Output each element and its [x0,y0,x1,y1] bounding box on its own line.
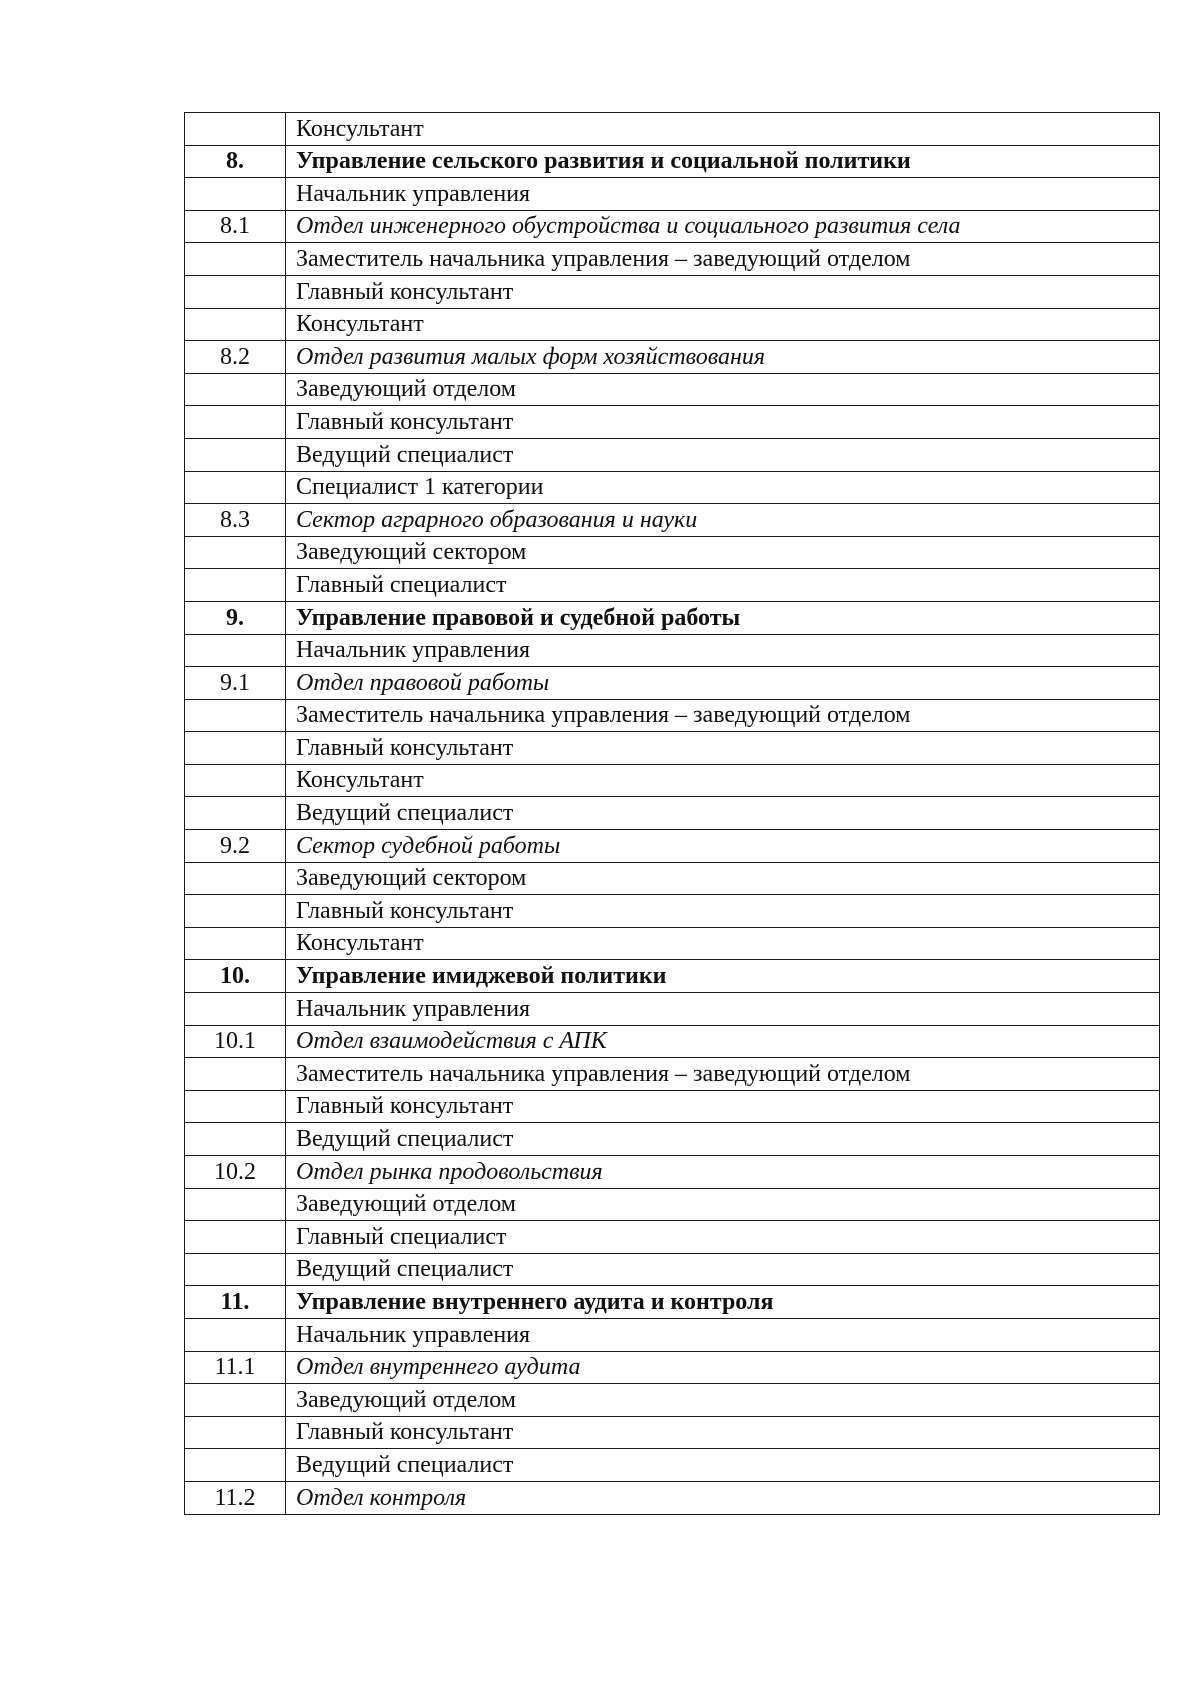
position-title-cell: Заместитель начальника управления – заведующий отделом [286,1058,1160,1091]
row-number-cell: 11. [185,1286,286,1319]
position-row [185,275,1160,308]
position-title-cell: Заместитель начальника управления – заведующий отделом [286,699,1160,732]
position-row [185,634,1160,667]
position-row [185,993,1160,1026]
row-number-cell [185,373,286,406]
position-title-cell: Заместитель начальника управления – заведующий отделом [286,243,1160,276]
position-title-cell: Главный консультант [286,1416,1160,1449]
position-title-cell: Главный консультант [286,1090,1160,1123]
department-row [185,504,1160,537]
row-number-cell [185,1449,286,1482]
row-number-cell [185,1058,286,1091]
row-number-cell [185,178,286,211]
department-name-cell: Отдел правовой работы [286,667,1160,700]
section-row [185,1286,1160,1319]
row-number-cell [185,1416,286,1449]
department-row [185,1481,1160,1514]
position-title-cell: Ведущий специалист [286,438,1160,471]
row-number-cell: 8.1 [185,210,286,243]
department-name-cell: Отдел контроля [286,1481,1160,1514]
department-name-cell: Отдел внутреннего аудита [286,1351,1160,1384]
position-title-cell: Главный специалист [286,569,1160,602]
position-title-cell: Консультант [286,308,1160,341]
department-row [185,830,1160,863]
row-number-cell [185,438,286,471]
position-row [185,1384,1160,1417]
position-row [185,1221,1160,1254]
position-title-cell: Ведущий специалист [286,1253,1160,1286]
position-title-cell: Заведующий сектором [286,536,1160,569]
row-number-cell [185,308,286,341]
position-title-cell: Главный консультант [286,895,1160,928]
row-number-cell [185,927,286,960]
row-number-cell: 9.2 [185,830,286,863]
department-name-cell: Отдел взаимодействия с АПК [286,1025,1160,1058]
department-row [185,341,1160,374]
position-title-cell: Консультант [286,927,1160,960]
position-title-cell: Главный консультант [286,275,1160,308]
position-row [185,699,1160,732]
section-title-cell: Управление сельского развития и социальной политики [286,145,1160,178]
position-row [185,1416,1160,1449]
position-title-cell: Начальник управления [286,1318,1160,1351]
department-name-cell: Отдел рынка продовольствия [286,1156,1160,1189]
position-title-cell: Начальник управления [286,178,1160,211]
position-row [185,113,1160,146]
position-title-cell: Ведущий специалист [286,1449,1160,1482]
row-number-cell [185,1090,286,1123]
row-number-cell [185,1318,286,1351]
row-number-cell [185,1253,286,1286]
section-title-cell: Управление внутреннего аудита и контроля [286,1286,1160,1319]
position-row [185,243,1160,276]
position-row [185,1253,1160,1286]
row-number-cell [185,993,286,1026]
row-number-cell [185,1384,286,1417]
row-number-cell: 11.1 [185,1351,286,1384]
row-number-cell [185,764,286,797]
department-row [185,210,1160,243]
row-number-cell: 8.2 [185,341,286,374]
position-title-cell: Главный консультант [286,732,1160,765]
position-title-cell: Начальник управления [286,993,1160,1026]
position-row [185,764,1160,797]
section-row [185,145,1160,178]
department-row [185,667,1160,700]
row-number-cell [185,471,286,504]
position-title-cell: Заведующий отделом [286,1188,1160,1221]
row-number-cell [185,1221,286,1254]
row-number-cell [185,797,286,830]
position-title-cell: Главный консультант [286,406,1160,439]
row-number-cell [185,275,286,308]
position-row [185,927,1160,960]
position-row [185,569,1160,602]
position-title-cell: Главный специалист [286,1221,1160,1254]
row-number-cell: 11.2 [185,1481,286,1514]
row-number-cell [185,634,286,667]
position-row [185,1090,1160,1123]
position-row [185,178,1160,211]
position-row [185,895,1160,928]
position-title-cell: Ведущий специалист [286,1123,1160,1156]
row-number-cell [185,1188,286,1221]
row-number-cell [185,732,286,765]
department-name-cell: Сектор судебной работы [286,830,1160,863]
row-number-cell [185,243,286,276]
row-number-cell: 9. [185,601,286,634]
row-number-cell [185,406,286,439]
position-row [185,373,1160,406]
row-number-cell [185,1123,286,1156]
position-title-cell: Заведующий отделом [286,1384,1160,1417]
position-title-cell: Начальник управления [286,634,1160,667]
position-row [185,1188,1160,1221]
row-number-cell: 8.3 [185,504,286,537]
section-title-cell: Управление имиджевой политики [286,960,1160,993]
position-row [185,1123,1160,1156]
row-number-cell: 10.2 [185,1156,286,1189]
row-number-cell [185,536,286,569]
section-title-cell: Управление правовой и судебной работы [286,601,1160,634]
department-row [185,1156,1160,1189]
position-title-cell: Заведующий отделом [286,373,1160,406]
position-row [185,732,1160,765]
position-row [185,406,1160,439]
row-number-cell [185,895,286,928]
position-row [185,862,1160,895]
row-number-cell [185,113,286,146]
position-title-cell: Консультант [286,764,1160,797]
department-name-cell: Отдел инженерного обустройства и социального развития села [286,210,1160,243]
position-row [185,1318,1160,1351]
position-title-cell: Специалист 1 категории [286,471,1160,504]
department-row [185,1025,1160,1058]
staff-structure-table [184,112,1160,1515]
position-row [185,1449,1160,1482]
row-number-cell: 10. [185,960,286,993]
section-row [185,960,1160,993]
position-row [185,1058,1160,1091]
row-number-cell [185,569,286,602]
position-title-cell: Консультант [286,113,1160,146]
department-name-cell: Отдел развития малых форм хозяйствования [286,341,1160,374]
table-body [185,113,1160,1515]
section-row [185,601,1160,634]
position-row [185,797,1160,830]
position-row [185,536,1160,569]
position-title-cell: Заведующий сектором [286,862,1160,895]
position-row [185,438,1160,471]
row-number-cell: 9.1 [185,667,286,700]
position-row [185,471,1160,504]
position-title-cell: Ведущий специалист [286,797,1160,830]
department-name-cell: Сектор аграрного образования и науки [286,504,1160,537]
position-row [185,308,1160,341]
row-number-cell [185,862,286,895]
department-row [185,1351,1160,1384]
row-number-cell [185,699,286,732]
row-number-cell: 10.1 [185,1025,286,1058]
row-number-cell: 8. [185,145,286,178]
